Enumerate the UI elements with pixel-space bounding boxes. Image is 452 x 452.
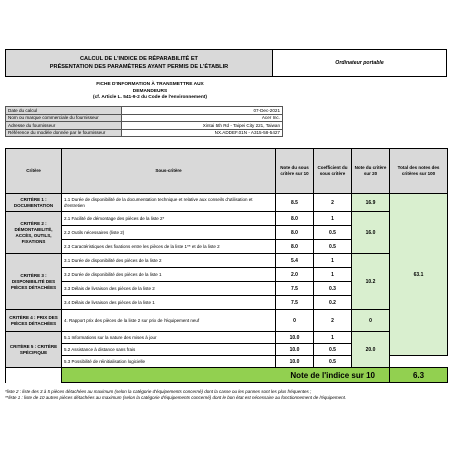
table-row — [6, 212, 448, 226]
criterion-2-score: 16.0 — [352, 212, 390, 254]
subcriterion-coef: 1 — [314, 268, 352, 282]
subcriterion-coef: 0.5 — [314, 356, 352, 368]
subcriterion-label: 1.1 Durée de disponibilité de la documentation technique et relative aux conseils d'utilisation et d'entretien — [62, 194, 276, 212]
subcriterion-label: 2.3 Caractéristiques des fixations entre les pièces de la liste 1** et de la liste 2 — [62, 240, 276, 254]
subcriterion-note: 10.0 — [276, 332, 314, 344]
criterion-1: CRITÈRE 1 : DOCUMENTATION — [6, 194, 62, 212]
subcriterion-coef: 0.5 — [314, 226, 352, 240]
subcriterion-note: 8.0 — [276, 226, 314, 240]
subcriterion-label: 3.2 Durée de disponibilité des pièces de la liste 1 — [62, 268, 276, 282]
subcriterion-label: 5.3 Possibilité de réinitialisation logicielle — [62, 356, 276, 368]
info-row — [6, 129, 283, 137]
subcriterion-note: 8.5 — [276, 194, 314, 212]
header-coefficient: Coefficient du sous critère — [314, 149, 352, 194]
subcriterion-note: 8.0 — [276, 212, 314, 226]
table-header-row — [6, 149, 448, 194]
subcriterion-coef: 1 — [314, 254, 352, 268]
header-critere: Critère — [6, 149, 62, 194]
footnote-liste-2: *liste 2 : liste des 3 à 5 pièces détachées au maximum (selon la catégorie d'équipements concerné) dont la casse ou les pannes sont les plus fréquentes ; — [5, 389, 312, 394]
subtitle-line2: (cf. Article L. 541-9-2 du Code de l'environnement) — [93, 95, 207, 100]
header-sous-critere: Sous-critère — [62, 149, 276, 194]
footnotes — [5, 389, 447, 401]
header-note-critere: Note du critère sur 20 — [352, 149, 390, 194]
info-label: Adresse du fournisseur — [6, 122, 122, 130]
footnote-liste-1: **liste 1 : liste de 10 autres pièces détachées au maximum (selon la catégorie d'équipements concerné) dont le bon état est nécessaire au fonctionnement de l'équipement. — [5, 395, 347, 400]
subcriterion-label: 2.2 Outils nécessaires (liste 2) — [62, 226, 276, 240]
product-category: Ordinateur portable — [335, 60, 384, 66]
info-value: 07-Dec-2021 — [122, 107, 283, 115]
subcriterion-label: 4. Rapport prix des pièces de la liste 2 sur prix de l'équipement neuf — [62, 310, 276, 332]
subcriterion-note: 0 — [276, 310, 314, 332]
criterion-1-score: 16.9 — [352, 194, 390, 212]
table-row — [6, 310, 448, 332]
subcriterion-note: 7.5 — [276, 296, 314, 310]
header-title — [6, 50, 273, 76]
subtitle-line1: FICHE D'INFORMATION À TRANSMETTRE AUX DEMANDEURS — [96, 82, 204, 94]
final-spacer — [6, 368, 62, 383]
header-title-line2: PRÉSENTATION DES PARAMÈTRES AYANT PERMIS DE L'ÉTABLIR — [49, 64, 229, 70]
subcriterion-coef: 0.5 — [314, 240, 352, 254]
table-row — [6, 254, 448, 268]
final-score-row — [6, 368, 448, 383]
criterion-2: CRITÈRE 2 : DÉMONTABILITÉ, ACCÈS, OUTILS, FIXATIONS — [6, 212, 62, 254]
header-total: Total des notes des critères sur 100 — [390, 149, 448, 194]
subcriterion-label: 5.1 Informations sur la nature des mises à jour — [62, 332, 276, 344]
header-title-line1: CALCUL DE L'INDICE DE RÉPARABILITÉ ET — [80, 56, 198, 62]
criterion-3: CRITÈRE 3 : DISPONIBILITÉ DES PIÈCES DÉTACHÉES — [6, 254, 62, 310]
info-label: Date du calcul — [6, 107, 122, 115]
subcriterion-label: 3.1 Durée de disponibilité des pièces de la liste 2 — [62, 254, 276, 268]
info-row — [6, 114, 283, 122]
subcriterion-label: 3.3 Délais de livraison des pièces de la liste 2 — [62, 282, 276, 296]
header-box — [5, 49, 447, 77]
info-row — [6, 122, 283, 130]
header-note-sous-critere: Note du sous critère sur 10 — [276, 149, 314, 194]
info-sheet-subtitle — [90, 82, 210, 102]
info-label: Référence du modèle donnée par le fournisseur — [6, 129, 122, 137]
subcriterion-note: 5.4 — [276, 254, 314, 268]
subcriterion-coef: 1 — [314, 332, 352, 344]
table-row — [6, 194, 448, 212]
subcriterion-coef: 0.3 — [314, 282, 352, 296]
final-score-label: Note de l'indice sur 10 — [62, 368, 390, 383]
final-score-value: 6.3 — [390, 368, 448, 383]
repairability-table — [5, 148, 448, 383]
subcriterion-coef: 2 — [314, 310, 352, 332]
supplier-info-table — [5, 106, 283, 137]
info-label: Nom ou marque commerciale du fournisseur — [6, 114, 122, 122]
criterion-4: CRITÈRE 4 : PRIX DES PIÈCES DÉTACHÉES — [6, 310, 62, 332]
subcriterion-label: 5.2 Assistance à distance sans frais — [62, 344, 276, 356]
criterion-4-score: 0 — [352, 310, 390, 332]
subcriterion-note: 10.0 — [276, 356, 314, 368]
subcriterion-note: 8.0 — [276, 240, 314, 254]
subcriterion-label: 2.1 Facilité de démontage des pièces de la liste 2* — [62, 212, 276, 226]
criterion-5-score: 20.0 — [352, 332, 390, 368]
subcriterion-coef: 1 — [314, 212, 352, 226]
subcriterion-coef: 0.2 — [314, 296, 352, 310]
subcriterion-label: 3.4 Délais de livraison des pièces de la liste 1 — [62, 296, 276, 310]
total-score: 63.1 — [390, 194, 448, 356]
subcriterion-note: 2.0 — [276, 268, 314, 282]
criterion-3-score: 10.2 — [352, 254, 390, 310]
subcriterion-note: 7.5 — [276, 282, 314, 296]
info-value: Acer Inc. — [122, 114, 283, 122]
subcriterion-coef: 2 — [314, 194, 352, 212]
info-row — [6, 107, 283, 115]
subcriterion-note: 10.0 — [276, 344, 314, 356]
subcriterion-coef: 0.5 — [314, 344, 352, 356]
info-value: Xintai 5th Rd - Taipei City 221, Taiwan — [122, 122, 283, 130]
table-row — [6, 332, 448, 344]
criterion-5: CRITÈRE 5 : CRITÈRE SPÉCIFIQUE — [6, 332, 62, 368]
info-value: NX.ADDEF.01N - A315-58-5427 — [122, 129, 283, 137]
